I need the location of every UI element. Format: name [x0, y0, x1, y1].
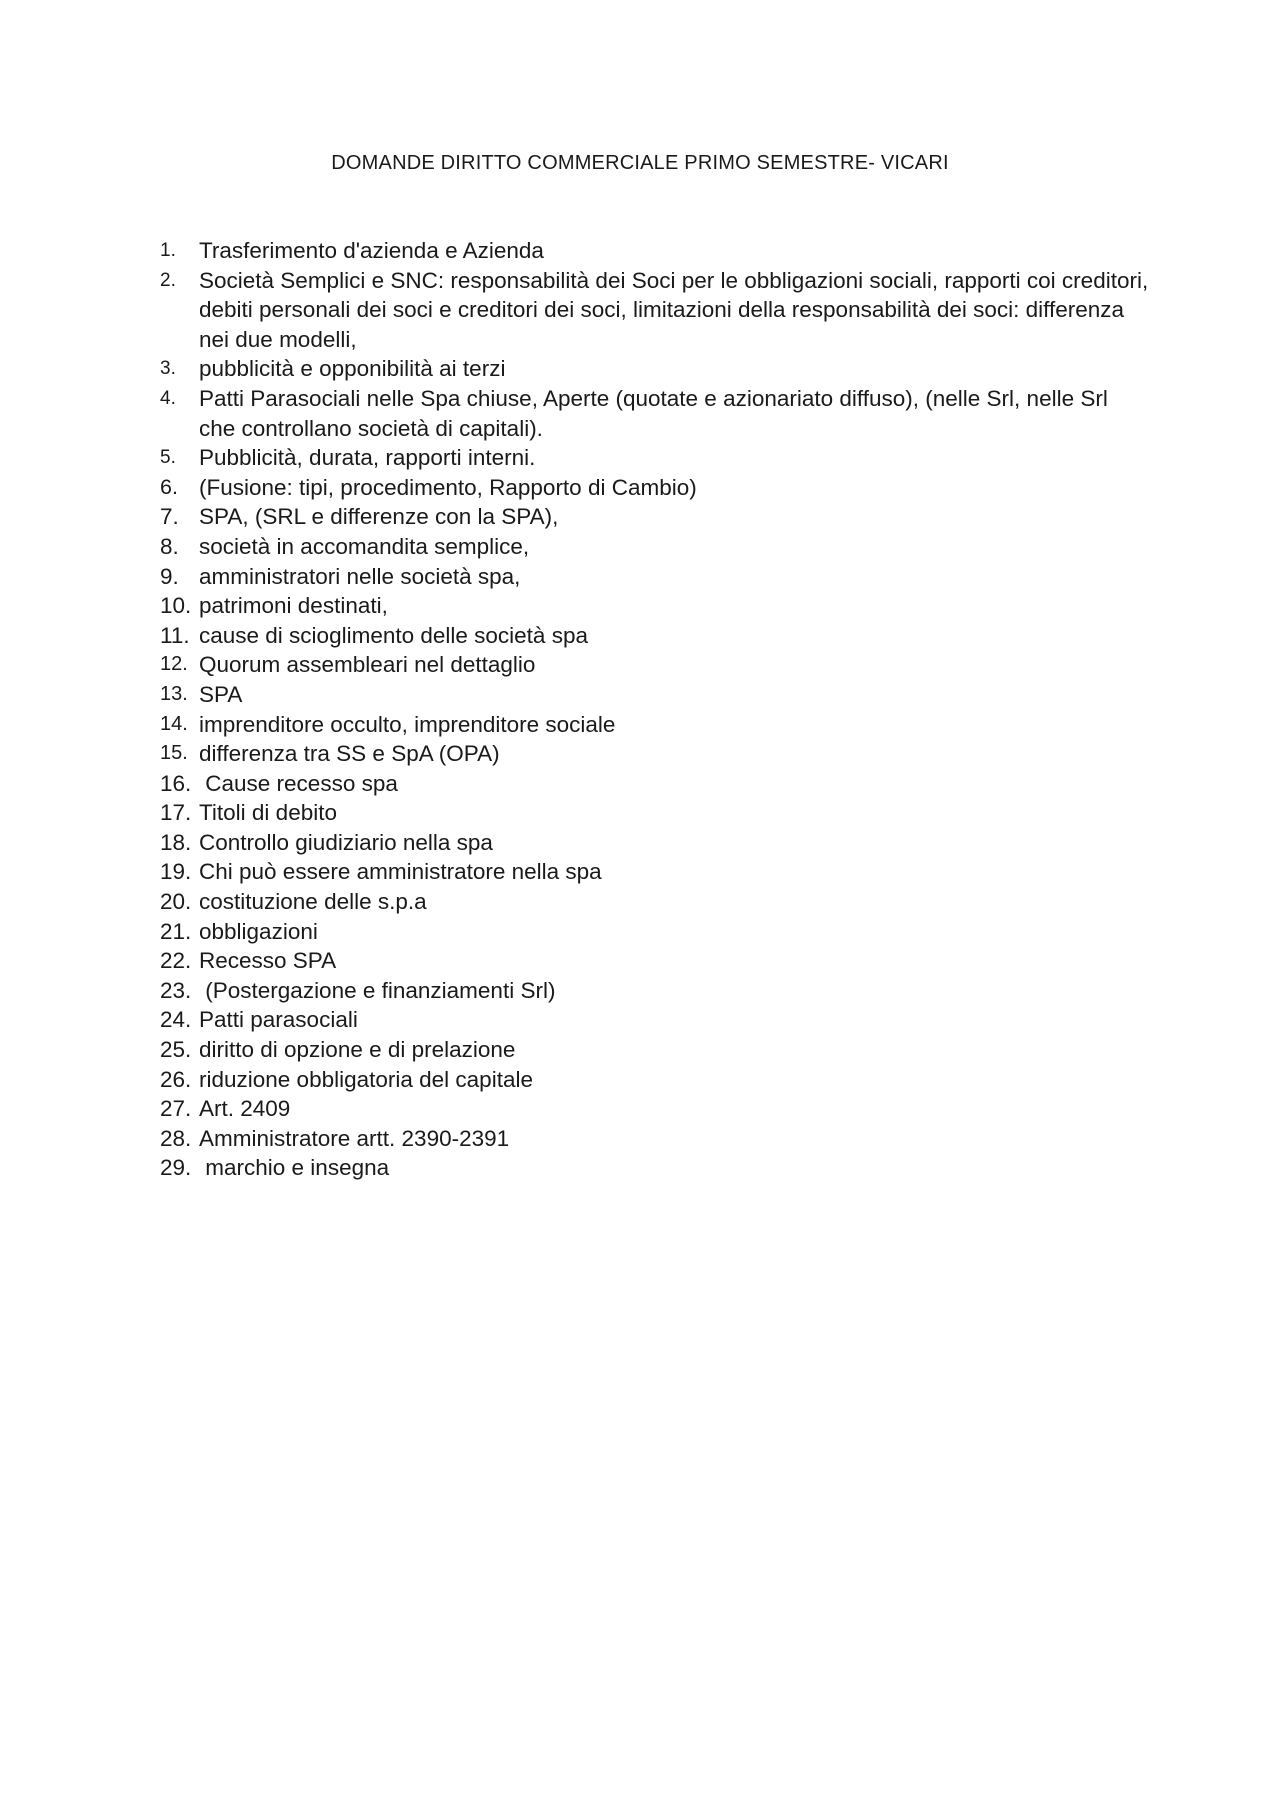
question-text: SPA: [199, 681, 243, 707]
question-item: [150, 384, 1150, 443]
question-item: [150, 532, 1150, 562]
question-text: Quorum assembleari nel dettaglio: [199, 652, 536, 678]
question-item: [150, 591, 1150, 621]
question-item: [150, 946, 1150, 976]
question-number: 2.: [160, 269, 176, 291]
question-item: [150, 798, 1150, 828]
document-title: DOMANDE DIRITTO COMMERCIALE PRIMO SEMESTRE- VICARI: [331, 152, 949, 174]
question-text: società in accomandita semplice,: [199, 533, 530, 559]
question-text: Patti Parasociali nelle Spa chiuse, Aperte (quotate e azionariato diffuso), (nelle Srl, nelle Srl che controllano società di capitali).: [199, 385, 1115, 441]
question-list: [150, 236, 1155, 1183]
question-text: Chi può essere amministratore nella spa: [199, 859, 602, 885]
question-text: cause di scioglimento delle società spa: [199, 622, 588, 648]
question-number: 7.: [160, 504, 179, 530]
question-number: 17.: [160, 800, 192, 826]
question-number: 15.: [160, 742, 188, 765]
question-number: 23.: [160, 977, 192, 1003]
question-text: imprenditore occulto, imprenditore sociale: [199, 711, 616, 737]
question-text: amministratori nelle società spa,: [199, 563, 521, 589]
question-text: Cause recesso spa: [199, 770, 398, 796]
question-number: 12.: [160, 653, 188, 676]
question-text: Trasferimento d'azienda e Azienda: [199, 238, 544, 263]
question-item: [150, 473, 1150, 503]
question-text: SPA, (SRL e differenze con la SPA),: [199, 504, 559, 530]
question-number: 26.: [160, 1066, 192, 1092]
question-item: [150, 887, 1150, 917]
question-item: [150, 443, 1150, 473]
question-number: 5.: [160, 447, 176, 469]
question-text: marchio e insegna: [199, 1155, 390, 1181]
question-item: [150, 236, 1150, 266]
question-number: 28.: [160, 1125, 192, 1151]
question-number: 8.: [160, 533, 179, 559]
question-item: [150, 680, 1150, 710]
question-text: Pubblicità, durata, rapporti interni.: [199, 445, 536, 471]
question-item: [150, 621, 1150, 651]
question-number: 3.: [160, 358, 176, 380]
question-item: [150, 769, 1150, 799]
question-item: [150, 710, 1150, 740]
question-number: 29.: [160, 1155, 192, 1181]
question-text: Titoli di debito: [199, 800, 337, 826]
question-text: diritto di opzione e di prelazione: [199, 1037, 516, 1063]
question-number: 25.: [160, 1037, 192, 1063]
question-number: 6.: [160, 474, 178, 499]
question-text: Art. 2409: [199, 1096, 291, 1122]
question-number: 16.: [160, 770, 192, 796]
question-text: patrimoni destinati,: [199, 593, 388, 619]
question-number: 9.: [160, 563, 179, 589]
question-text: Recesso SPA: [199, 948, 337, 974]
question-item: [150, 562, 1150, 592]
question-item: [150, 1124, 1150, 1154]
question-number: 21.: [160, 918, 192, 944]
question-text: Amministratore artt. 2390-2391: [199, 1125, 510, 1151]
question-item: [150, 502, 1150, 532]
question-item: [150, 1035, 1150, 1065]
question-item: [150, 917, 1150, 947]
question-item: [150, 1005, 1150, 1035]
question-item: [150, 1153, 1150, 1183]
question-number: 19.: [160, 859, 192, 885]
question-item: [150, 266, 1155, 355]
question-text: riduzione obbligatoria del capitale: [199, 1066, 533, 1092]
question-text: (Postergazione e finanziamenti Srl): [199, 977, 556, 1003]
question-item: [150, 1094, 1150, 1124]
question-number: 18.: [160, 829, 192, 855]
question-item: [150, 354, 1150, 384]
question-number: 11.: [160, 622, 190, 648]
question-number: 10.: [160, 593, 192, 619]
question-text: Controllo giudiziario nella spa: [199, 829, 493, 855]
question-item: [150, 739, 1150, 769]
question-item: [150, 1065, 1150, 1095]
question-text: differenza tra SS e SpA (OPA): [199, 741, 500, 767]
question-text: obbligazioni: [199, 918, 318, 944]
question-item: [150, 857, 1150, 887]
question-number: 20.: [160, 889, 192, 915]
question-text: Società Semplici e SNC: responsabilità dei Soci per le obbligazioni sociali, rapporti coi creditori, debiti personali dei soci e creditori dei soci, limitazioni della responsabilità dei soci: differenza nei due modelli,: [199, 267, 1155, 352]
question-text: costituzione delle s.p.a: [199, 889, 427, 915]
question-text: pubblicità e opponibilità ai terzi: [199, 356, 506, 382]
question-item: [150, 828, 1150, 858]
question-item: [150, 650, 1150, 680]
question-number: 27.: [160, 1096, 192, 1122]
question-text: Patti parasociali: [199, 1007, 358, 1033]
question-number: 4.: [160, 387, 176, 409]
question-number: 22.: [160, 948, 192, 974]
question-number: 24.: [160, 1007, 192, 1033]
question-number: 1.: [160, 240, 176, 261]
question-item: [150, 976, 1150, 1006]
question-number: 13.: [160, 682, 188, 705]
question-number: 14.: [160, 712, 188, 735]
question-text: (Fusione: tipi, procedimento, Rapporto di Cambio): [199, 474, 697, 500]
